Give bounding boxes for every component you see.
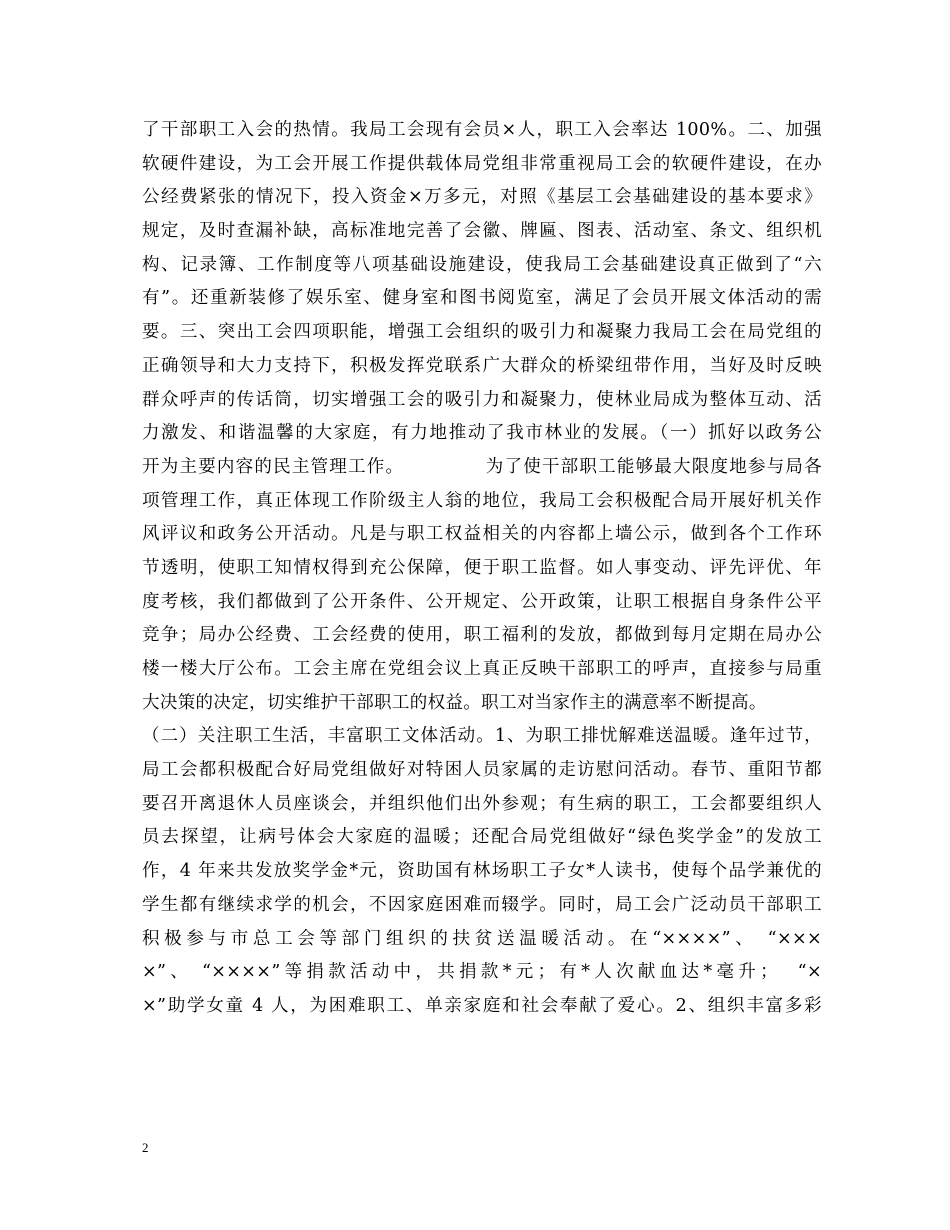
text-line: 要。三、突出工会四项职能，增强工会组织的吸引力和凝聚力我局工会在局党组的 [142, 322, 822, 343]
text-line: 大决策的决定，切实维护干部职工的权益。职工对当家作主的满意率不断提高。 [142, 692, 767, 713]
text-line: 积极参与市总工会等部门组织的扶贫送温暖活动。在“××××”、 “××× [142, 928, 822, 949]
text-line: 作，4 年来共发放奖学金*元，资助国有林场职工子女*人读书，使每个品学兼优的 [142, 861, 822, 882]
text-line: 有”。还重新装修了娱乐室、健身室和图书阅览室，满足了会员开展文体活动的需 [142, 288, 822, 309]
text-line: 风评议和政务公开活动。凡是与职工权益相关的内容都上墙公示，做到各个工作环 [142, 524, 822, 545]
text-line: 力激发、和谐温馨的大家庭，有力地推动了我市林业的发展。（一）抓好以政务公 [142, 423, 822, 444]
text-line: 度考核，我们都做到了公开条件、公开规定、公开政策，让职工根据自身条件公平 [142, 591, 822, 612]
text-line: 群众呼声的传话筒，切实增强工会的吸引力和凝聚力，使林业局成为整体互动、活 [142, 389, 822, 410]
text-line: 节透明，使职工知情权得到充公保障，便于职工监督。如人事变动、评先评优、年 [142, 557, 822, 578]
text-line: （二）关注职工生活，丰富职工文体活动。1、为职工排忧解难送温暖。逢年过节， [142, 726, 822, 747]
text-line: 构、记录簿、工作制度等八项基础设施建设，使我局工会基础建设真正做到了“六 [142, 254, 822, 275]
page-number: 2 [142, 1140, 149, 1155]
text-line: ×”助学女童 4 人，为困难职工、单亲家庭和社会奉献了爱心。2、组织丰富多彩 [142, 995, 822, 1016]
text-line: 了干部职工入会的热情。我局工会现有会员×人，职工入会率达 100%。二、加强 [142, 120, 822, 140]
text-line: 学生都有继续求学的机会，不因家庭困难而辍学。同时，局工会广泛动员干部职工 [142, 894, 822, 915]
text-line: 开为主要内容的民主管理工作。 为了使干部职工能够最大限度地参与局各 [142, 456, 822, 477]
text-line: 楼一楼大厅公布。工会主席在党组会议上真正反映干部职工的呼声，直接参与局重 [142, 659, 822, 679]
text-line: ×”、 “××××”等捐款活动中，共捐款*元；有*人次献血达*毫升； “× [142, 962, 822, 983]
body-text [142, 114, 822, 1024]
text-line: 要召开离退休人员座谈会，并组织他们出外参观；有生病的职工，工会都要组织人 [142, 793, 822, 814]
text-line: 员去探望，让病号体会大家庭的温暖；还配合局党组做好“绿色奖学金”的发放工 [142, 827, 822, 848]
text-line: 规定，及时查漏补缺，高标准地完善了会徽、牌匾、图表、活动室、条文、组织机 [142, 221, 822, 242]
text-line: 局工会都积极配合好局党组做好对特困人员家属的走访慰问活动。春节、重阳节都 [142, 760, 822, 781]
text-line: 正确领导和大力支持下，积极发挥党联系广大群众的桥梁纽带作用，当好及时反映 [142, 355, 822, 376]
text-line: 项管理工作，真正体现工作阶级主人翁的地位，我局工会积极配合局开展好机关作 [142, 490, 822, 511]
text-line: 竞争；局办公经费、工会经费的使用，职工福利的发放，都做到每月定期在局办公 [142, 625, 822, 646]
text-line: 软硬件建设，为工会开展工作提供载体局党组非常重视局工会的软硬件建设，在办 [142, 153, 822, 174]
text-line: 公经费紧张的情况下，投入资金×万多元，对照《基层工会基础建设的基本要求》 [142, 187, 822, 208]
